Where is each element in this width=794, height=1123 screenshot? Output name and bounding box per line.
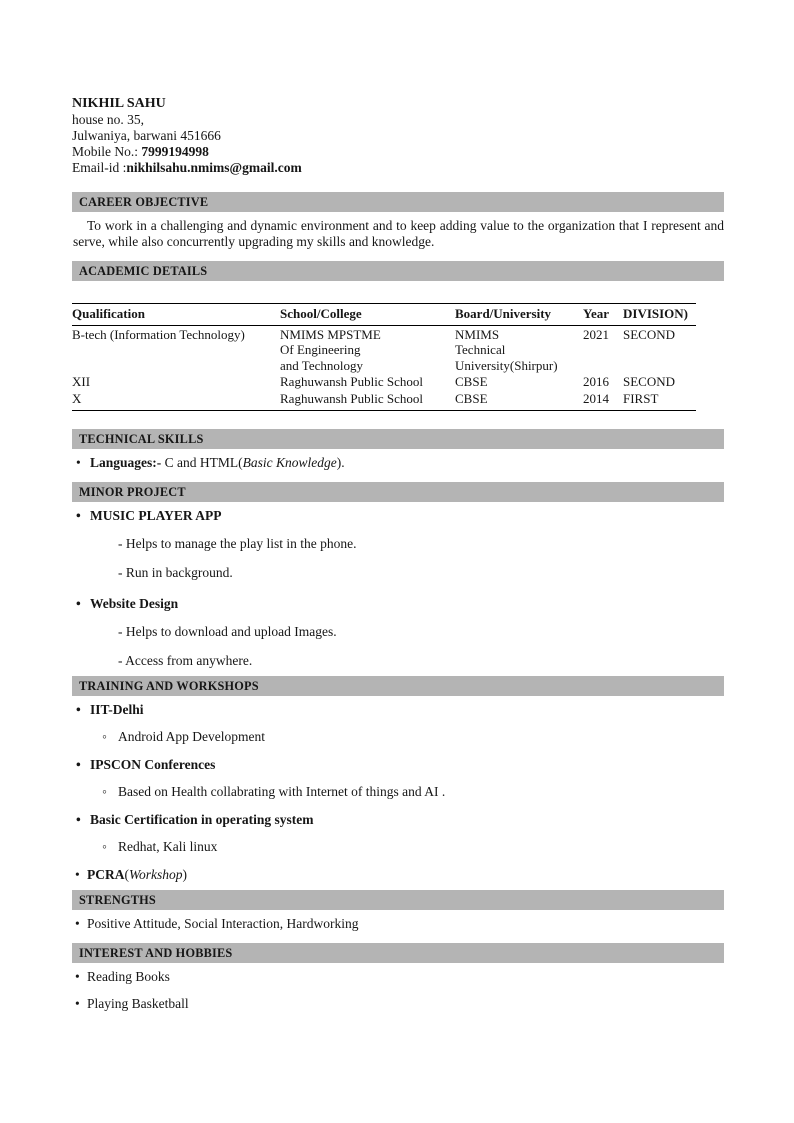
cell-school: NMIMS MPSTME Of Engineering and Technology [280,326,381,373]
table-row [72,390,696,411]
col-header-year: Year [583,304,623,326]
contact-address-line2: Julwaniya, barwani 451666 [72,128,221,143]
academic-table [72,303,696,411]
cell-division: SECOND [623,326,676,342]
cell-qualification: XII [72,374,91,389]
training-item-sub: ◦ Based on Health collabrating with Internet of things and AI . [72,784,724,799]
project-point: - Helps to download and upload Images. [118,624,337,639]
training-item-sub: ◦ Redhat, Kali linux [72,839,724,854]
training-item-name: • IPSCON Conferences [72,757,724,772]
section-header-minor-project: MINOR PROJECT [72,482,724,502]
cell-qualification: X [72,390,280,411]
section-header-training-workshops: TRAINING AND WORKSHOPS [72,676,724,696]
section-header-interest-hobbies: INTEREST AND HOBBIES [72,943,724,963]
cell-year: 2021 [583,326,609,342]
col-header-board: Board/University [455,304,583,326]
contact-address-line1: house no. 35, [72,112,144,127]
skills-languages-label: Languages:- [90,455,162,470]
hobby-item: • Reading Books [72,969,724,984]
project-name: • Website Design [72,596,724,611]
contact-block [72,96,724,176]
contact-mobile [72,144,724,160]
hobby-item: • Playing Basketball [72,996,724,1011]
cell-division: SECOND [623,374,676,389]
col-header-division: DIVISION) [623,304,696,326]
col-header-qualification: Qualification [72,304,280,326]
training-item-name: • Basic Certification in operating system [72,812,724,827]
project-point: - Helps to manage the play list in the phone. [118,536,357,551]
section-header-career-objective: CAREER OBJECTIVE [72,192,724,212]
project-point: - Run in background. [118,565,233,580]
cell-board: CBSE [455,374,488,389]
mobile-number: 7999194998 [141,144,209,159]
email-label: Email-id : [72,160,127,175]
cell-division: FIRST [623,390,696,411]
academic-table-header [72,304,696,326]
training-item-sub: ◦ Android App Development [72,729,724,744]
table-row [72,373,696,390]
skills-languages-item: • Languages:- C and HTML(Basic Knowledge). [72,455,724,470]
section-header-strengths: STRENGTHS [72,890,724,910]
mobile-label: Mobile No.: [72,144,142,159]
cell-board: CBSE [455,390,583,411]
email-address: nikhilsahu.nmims@gmail.com [126,160,302,175]
table-row [72,325,696,373]
project-name: • MUSIC PLAYER APP [72,508,724,523]
cell-year: 2014 [583,390,623,411]
cell-qualification: B-tech (Information Technology) [72,326,245,342]
contact-name: NIKHIL SAHU [72,96,166,111]
project-point: - Access from anywhere. [118,653,253,668]
section-header-technical-skills: TECHNICAL SKILLS [72,429,724,449]
training-item-name: • IIT-Delhi [72,702,724,717]
contact-email [72,160,724,176]
section-header-academic-details: ACADEMIC DETAILS [72,261,724,281]
cell-school: Raghuwansh Public School [280,374,423,389]
cell-board: NMIMS Technical University(Shirpur) [455,326,558,373]
strengths-item: • Positive Attitude, Social Interaction, Hardworking [72,916,724,931]
col-header-school: School/College [280,304,455,326]
cell-school: Raghuwansh Public School [280,390,455,411]
career-objective-text: To work in a challenging and dynamic environment and to keep adding value to the organization that I represent and serve, while also concurrently upgrading my skills and knowledge. [73,218,724,249]
cell-year: 2016 [583,374,609,389]
training-item-name: • PCRA(Workshop) [72,867,724,882]
